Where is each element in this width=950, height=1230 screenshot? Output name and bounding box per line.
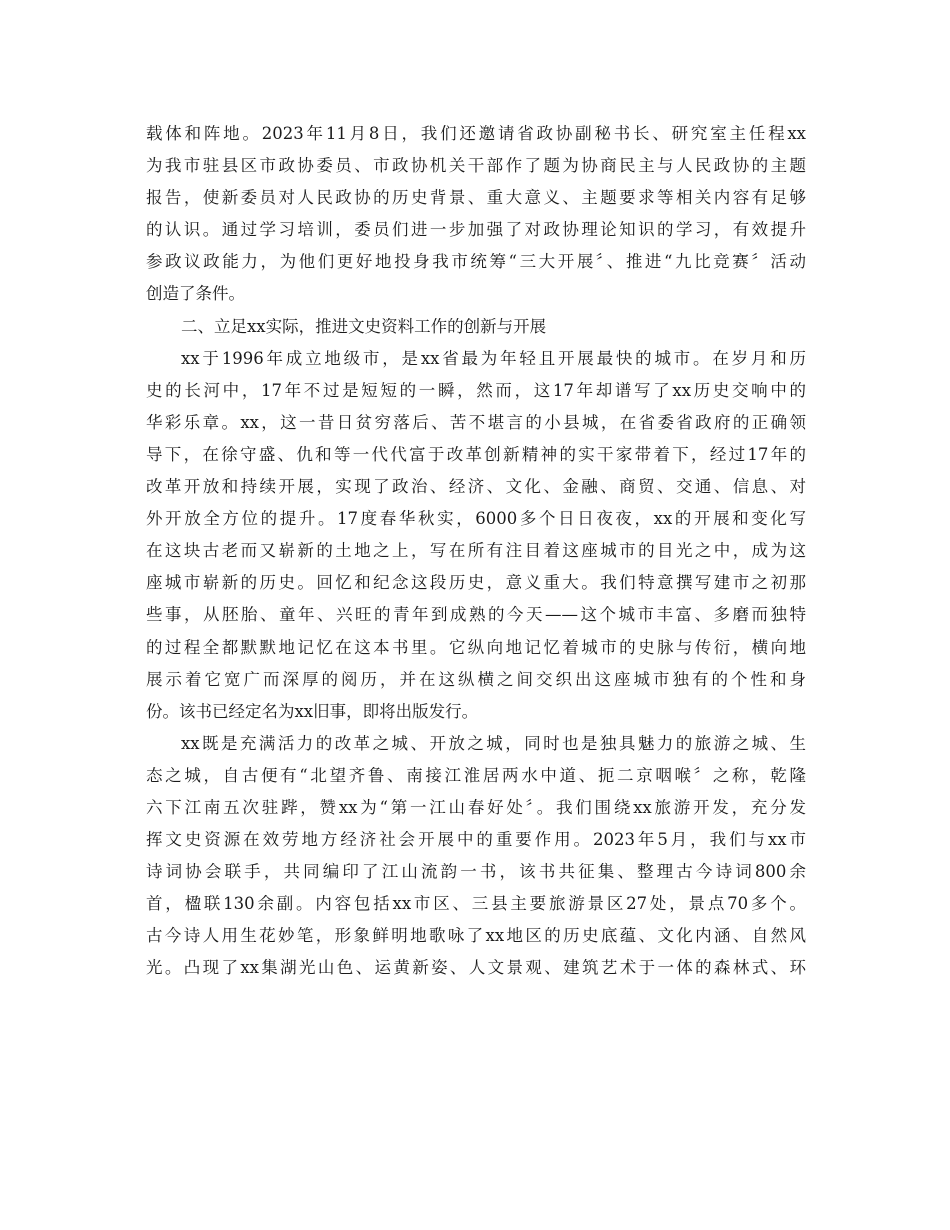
text-line: 在这块古老而又崭新的土地之上，写在所有注目着这座城市的目光之中，成为这 <box>146 541 806 561</box>
section-heading-two <box>146 311 806 343</box>
text-line: 载体和阵地。2023年11月8日，我们还邀请省政协副秘书长、研究室主任程xx <box>146 124 806 143</box>
text-line: 展示着它宽广而深厚的阅历，并在这纵横之间交织出这座城市独有的个性和身 <box>146 669 806 689</box>
text-line: 的过程全都默默地记忆在这本书里。它纵向地记忆着城市的史脉与传衍，横向地 <box>146 637 806 657</box>
text-line: 光。凸现了xx集湖光山色、运黄新姿、人文景观、建筑艺术于一体的森林式、环 <box>146 958 806 978</box>
text-line: 座城市崭新的历史。回忆和纪念这段历史，意义重大。我们特意撰写建市之初那 <box>146 573 806 593</box>
text-line: 挥文史资源在效劳地方经济社会开展中的重要作用。2023年5月，我们与xx市 <box>146 830 806 850</box>
text-line: 份。该书已经定名为xx旧事，即将出版发行。 <box>146 701 479 721</box>
paragraph-training-summary <box>146 118 806 311</box>
text-line: xx于1996年成立地级市，是xx省最为年轻且开展最快的城市。在岁月和历 <box>181 348 806 368</box>
text-line: 外开放全方位的提升。17度春华秋实，6000多个日日夜夜，xx的开展和变化写 <box>146 509 806 529</box>
text-line: xx既是充满活力的改革之城、开放之城，同时也是独具魅力的旅游之城、生 <box>181 733 806 753</box>
text-line: 创造了条件。 <box>146 284 245 304</box>
text-line: 华彩乐章。xx，这一昔日贫穷落后、苦不堪言的小县城，在省委省政府的正确领 <box>146 412 806 432</box>
text-line: 导下，在徐守盛、仇和等一代代富于改革创新精神的实干家带着下，经过17年的 <box>146 444 806 464</box>
text-line: 些事，从胚胎、童年、兴旺的青年到成熟的今天——这个城市丰富、多磨而独特 <box>146 605 806 625</box>
text-line: 六下江南五次驻跸，赞xx为“第一江山春好处〞。我们围绕xx旅游开发，充分发 <box>146 797 806 817</box>
paragraph-city-history <box>146 343 806 728</box>
text-line: 为我市驻县区市政协委员、市政协机关干部作了题为协商民主与人民政协的主题 <box>146 156 806 176</box>
text-line: 诗词协会联手，共同编印了江山流韵一书，该书共征集、整理古今诗词800余 <box>146 862 806 882</box>
text-line: 态之城，自古便有“北望齐鲁、南接江淮居两水中道、扼二京咽喉〞之称，乾隆 <box>146 765 806 785</box>
text-line: 改革开放和持续开展，实现了政治、经济、文化、金融、商贸、交通、信息、对 <box>146 477 806 497</box>
text-line: 二、立足xx实际，推进文史资料工作的创新与开展 <box>181 316 547 336</box>
paragraph-tourism-poetry <box>146 728 806 985</box>
text-line: 的认识。通过学习培训，委员们进一步加强了对政协理论知识的学习，有效提升 <box>146 220 806 240</box>
text-line: 报告，使新委员对人民政协的历史背景、重大意义、主题要求等相关内容有足够 <box>146 188 806 208</box>
document-page <box>146 118 806 985</box>
text-line: 古今诗人用生花妙笔，形象鲜明地歌咏了xx地区的历史底蕴、文化内涵、自然风 <box>146 926 806 946</box>
text-line: 史的长河中，17年不过是短短的一瞬，然而，这17年却谱写了xx历史交响中的 <box>146 380 806 400</box>
text-line: 首，楹联130余副。内容包括xx市区、三县主要旅游景区27处，景点70多个。 <box>146 894 806 914</box>
text-line: 参政议政能力，为他们更好地投身我市统筹“三大开展〞、推进“九比竞赛〞活动 <box>146 252 806 272</box>
